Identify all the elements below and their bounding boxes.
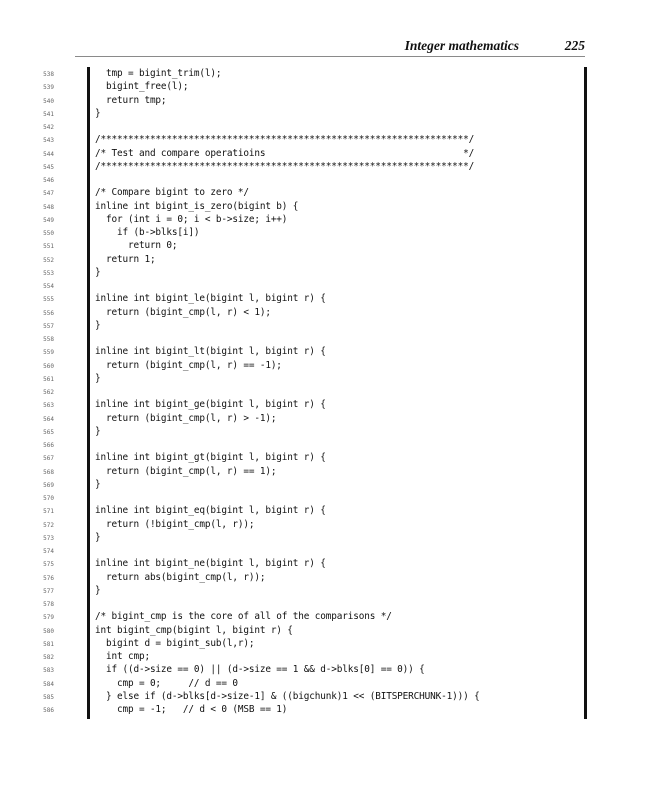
code-text: return (bigint_cmp(l, r) == 1); xyxy=(95,465,277,477)
line-number: 572 xyxy=(43,521,54,529)
code-text: return abs(bigint_cmp(l, r)); xyxy=(95,571,266,583)
code-text: /*******************************************************************/ xyxy=(95,160,475,172)
line-number: 581 xyxy=(43,640,54,648)
line-number: 583 xyxy=(43,667,54,675)
code-line xyxy=(0,372,649,385)
line-number: 553 xyxy=(43,269,54,277)
line-number: 565 xyxy=(43,428,54,436)
line-number: 579 xyxy=(43,614,54,622)
line-number: 557 xyxy=(43,322,54,330)
code-text: inline int bigint_gt(bigint l, bigint r) { xyxy=(95,452,326,464)
code-line xyxy=(0,67,649,80)
code-text: } xyxy=(95,584,101,596)
line-number: 540 xyxy=(43,97,54,105)
code-text: return (bigint_cmp(l, r) < 1); xyxy=(95,306,271,318)
code-line xyxy=(0,478,649,491)
code-line xyxy=(0,412,649,425)
line-number: 558 xyxy=(43,336,54,343)
line-number: 552 xyxy=(43,256,54,264)
code-text: } xyxy=(95,425,101,437)
line-number: 567 xyxy=(43,455,54,463)
line-number: 561 xyxy=(43,375,54,383)
code-text: } xyxy=(95,319,101,331)
code-text: if (b->blks[i]) xyxy=(95,227,200,238)
code-line xyxy=(0,147,649,160)
code-text: return (!bigint_cmp(l, r)); xyxy=(95,518,255,530)
code-text: cmp = -1; // d < 0 (MSB == 1) xyxy=(95,704,288,715)
page-header xyxy=(75,36,585,57)
line-number: 549 xyxy=(43,216,54,224)
line-number: 576 xyxy=(43,574,54,582)
code-text: } xyxy=(95,107,101,119)
code-line xyxy=(0,173,649,186)
line-number: 548 xyxy=(43,203,54,211)
code-text: inline int bigint_is_zero(bigint b) { xyxy=(95,200,299,212)
code-line xyxy=(0,186,649,199)
code-text: inline int bigint_lt(bigint l, bigint r) { xyxy=(95,346,326,358)
code-text: /* Compare bigint to zero */ xyxy=(95,187,249,199)
code-text: int cmp; xyxy=(95,651,150,662)
code-line xyxy=(0,465,649,478)
code-line xyxy=(0,332,649,345)
code-text: cmp = 0; // d == 0 xyxy=(95,677,238,689)
line-number: 547 xyxy=(43,190,54,198)
code-line xyxy=(0,345,649,358)
code-text: bigint d = bigint_sub(l,r); xyxy=(95,637,255,649)
code-line xyxy=(0,624,649,637)
line-number: 566 xyxy=(43,442,54,449)
line-number: 571 xyxy=(43,508,54,516)
code-line xyxy=(0,213,649,226)
code-text: bigint_free(l); xyxy=(95,81,189,93)
line-number: 538 xyxy=(43,71,54,78)
line-number: 574 xyxy=(43,548,54,555)
line-number: 556 xyxy=(43,309,54,317)
line-number: 570 xyxy=(43,495,54,502)
code-text: /* Test and compare operatioins */ xyxy=(95,147,475,159)
code-line xyxy=(0,544,649,557)
code-line xyxy=(0,385,649,398)
line-number: 569 xyxy=(43,481,54,489)
code-text: inline int bigint_ge(bigint l, bigint r) { xyxy=(95,399,326,411)
code-text: inline int bigint_eq(bigint l, bigint r) { xyxy=(95,505,326,517)
code-line xyxy=(0,292,649,305)
code-text: } else if (d->blks[d->size-1] & ((bigchunk)1 << (BITSPERCHUNK-1))) { xyxy=(95,690,480,702)
code-line xyxy=(0,557,649,570)
code-text: if ((d->size == 0) || (d->size == 1 && d->blks[0] == 0)) { xyxy=(95,664,425,676)
code-text: tmp = bigint_trim(l); xyxy=(95,68,222,79)
code-listing xyxy=(0,67,649,716)
line-number: 545 xyxy=(43,163,54,171)
code-line xyxy=(0,279,649,292)
code-line xyxy=(0,94,649,107)
code-line xyxy=(0,306,649,319)
code-text: return 1; xyxy=(95,253,156,265)
code-line xyxy=(0,107,649,120)
line-number: 580 xyxy=(43,627,54,635)
line-number: 554 xyxy=(43,283,54,290)
code-line xyxy=(0,226,649,239)
line-number: 575 xyxy=(43,561,54,569)
code-line xyxy=(0,253,649,266)
line-number: 564 xyxy=(43,415,54,423)
code-line xyxy=(0,239,649,252)
code-text: inline int bigint_ne(bigint l, bigint r) { xyxy=(95,558,326,570)
code-text: } xyxy=(95,531,101,543)
code-line xyxy=(0,610,649,623)
code-line xyxy=(0,504,649,517)
code-text: int bigint_cmp(bigint l, bigint r) { xyxy=(95,624,293,636)
code-text: return 0; xyxy=(95,240,178,252)
code-line xyxy=(0,359,649,372)
line-number: 568 xyxy=(43,468,54,476)
line-number: 555 xyxy=(43,296,54,304)
code-text: return tmp; xyxy=(95,94,167,106)
line-number: 543 xyxy=(43,137,54,145)
line-number: 559 xyxy=(43,349,54,357)
line-number: 585 xyxy=(43,693,54,701)
code-line xyxy=(0,584,649,597)
code-line xyxy=(0,120,649,133)
code-line xyxy=(0,266,649,279)
code-line xyxy=(0,491,649,504)
code-line xyxy=(0,637,649,650)
line-number: 551 xyxy=(43,243,54,251)
line-number: 560 xyxy=(43,362,54,370)
line-number: 542 xyxy=(43,124,54,131)
line-number: 539 xyxy=(43,84,54,92)
code-text: for (int i = 0; i < b->size; i++) xyxy=(95,213,288,225)
code-line xyxy=(0,319,649,332)
line-number: 577 xyxy=(43,587,54,595)
line-number: 544 xyxy=(43,150,54,158)
code-line xyxy=(0,425,649,438)
code-line xyxy=(0,160,649,173)
line-number: 584 xyxy=(43,680,54,688)
code-line xyxy=(0,690,649,703)
line-number: 578 xyxy=(43,601,54,608)
line-number: 586 xyxy=(43,707,54,714)
running-title: Integer mathematics xyxy=(404,38,519,53)
code-line xyxy=(0,133,649,146)
code-text: return (bigint_cmp(l, r) == -1); xyxy=(95,359,282,371)
code-line xyxy=(0,703,649,716)
line-number: 573 xyxy=(43,534,54,542)
code-line xyxy=(0,663,649,676)
code-text: return (bigint_cmp(l, r) > -1); xyxy=(95,412,277,424)
code-text: inline int bigint_le(bigint l, bigint r) { xyxy=(95,293,326,305)
code-text: /*******************************************************************/ xyxy=(95,134,475,146)
code-text: } xyxy=(95,266,101,278)
line-number: 582 xyxy=(43,654,54,661)
code-line xyxy=(0,200,649,213)
line-number: 541 xyxy=(43,110,54,118)
code-line xyxy=(0,518,649,531)
code-line xyxy=(0,531,649,544)
code-line xyxy=(0,677,649,690)
code-text: /* bigint_cmp is the core of all of the comparisons */ xyxy=(95,611,392,623)
code-text: } xyxy=(95,478,101,490)
code-line xyxy=(0,650,649,663)
line-number: 546 xyxy=(43,177,54,184)
page-number: 225 xyxy=(564,38,585,53)
code-text: } xyxy=(95,372,101,384)
code-line xyxy=(0,451,649,464)
code-line xyxy=(0,80,649,93)
code-line xyxy=(0,597,649,610)
line-number: 563 xyxy=(43,402,54,410)
code-line xyxy=(0,398,649,411)
code-line xyxy=(0,571,649,584)
line-number: 562 xyxy=(43,389,54,396)
line-number: 550 xyxy=(43,230,54,237)
code-line xyxy=(0,438,649,451)
